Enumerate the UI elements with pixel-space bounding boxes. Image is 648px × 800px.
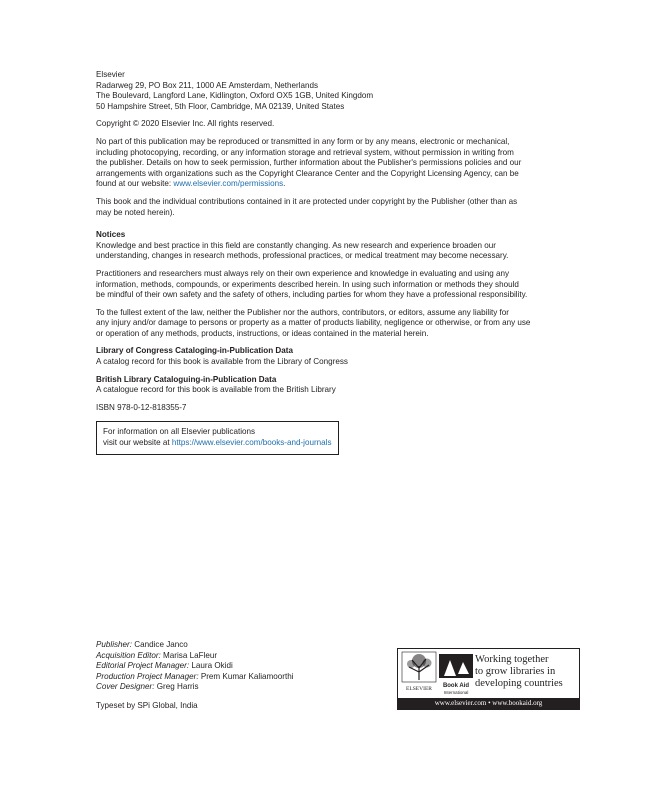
elsevier-tree-icon [400,650,476,698]
copyright-page [96,70,586,455]
info-box: For information on all Elsevier publications visit our website at https://www.elsevier.com/books-and-journals [96,421,339,454]
credit-line: Production Project Manager: Prem Kumar Kaliamoorthi [96,671,294,681]
typeset-credit: Typeset by SPi Global, India [96,701,198,710]
production-credits [96,640,294,693]
address-line: 50 Hampshire Street, 5th Floor, Cambridge, MA 02139, United States [96,101,345,111]
permissions-link[interactable]: www.elsevier.com/permissions [173,179,284,189]
bookaid-wordmark: Book Aid [442,683,470,689]
bl-heading: British Library Cataloguing-in-Publication Data [96,374,277,384]
contributions-paragraph: This book and the individual contributions contained in it are protected under copyright by the Publisher (other than as may be noted herein). [96,196,518,217]
loc-heading: Library of Congress Cataloging-in-Publication Data [96,346,293,356]
bl-cip: British Library Cataloguing-in-Publication Data A catalogue record for this book is available from the British Library [96,375,586,396]
logo-footer-urls: www.elsevier.com • www.bookaid.org [398,698,579,709]
credit-line: Acquisition Editor: Marisa LaFleur [96,650,218,660]
credit-line: Cover Designer: Greg Harris [96,682,199,692]
address-line: Radarweg 29, PO Box 211, 1000 AE Amsterdam, Netherlands [96,80,319,90]
elsevier-wordmark: ELSEVIER [406,686,432,692]
notices-section: Notices Knowledge and best practice in this field are constantly changing. As new research and experience broaden our understanding, changes in research methods, professional practices, or medical treatment may become necessary. [96,230,586,262]
publisher-address [96,70,586,112]
copyright-line: Copyright © 2020 Elsevier Inc. All rights reserved. [96,119,275,129]
books-journals-link[interactable]: https://www.elsevier.com/books-and-journals [171,438,332,448]
credit-line: Editorial Project Manager: Laura Okidi [96,661,233,671]
loc-cip: Library of Congress Cataloging-in-Publication Data A catalog record for this book is available from the Library of Congress [96,346,586,367]
address-line: The Boulevard, Langford Lane, Kidlington, Oxford OX5 1GB, United Kingdom [96,91,374,101]
permissions-paragraph: No part of this publication may be reproduced or transmitted in any form or by any means, electronic or mechanical, including photocopying, recording, or any information storage and retrieval system, without permission in writing from the publisher. Details on how to seek permission, further information about the Publisher's permissions policies and our arrangements with organizations such as the Copyright Clearance Center and the Copyright Licensing Agency, can be found at our website: www.elsevier.com/permissions. [96,136,522,189]
credit-line: Publisher: Candice Janco [96,640,188,649]
bookaid-subtitle: International [443,690,469,695]
publisher-name: Elsevier [96,70,125,79]
notices-paragraph: To the fullest extent of the law, neither the Publisher nor the authors, contributors, or editors, assume any liability for any injury and/or damage to persons or property as a matter of products liability, negligence or otherwise, or from any use or operation of any methods, products, instructions, or ideas contained in the material herein. [96,307,531,338]
isbn: ISBN 978-0-12-818355-7 [96,402,187,412]
logo-slogan: Working together to grow libraries in developing countries [475,654,563,689]
notices-heading: Notices [96,230,126,240]
notices-paragraph: Practitioners and researchers must always rely on their own experience and knowledge in evaluating and using any information, methods, compounds, or experiments described herein. In using such information or methods they should be mindful of their own safety and the safety of others, including parties for whom they have a professional responsibility. [96,268,528,300]
book-aid-logo [397,648,580,710]
